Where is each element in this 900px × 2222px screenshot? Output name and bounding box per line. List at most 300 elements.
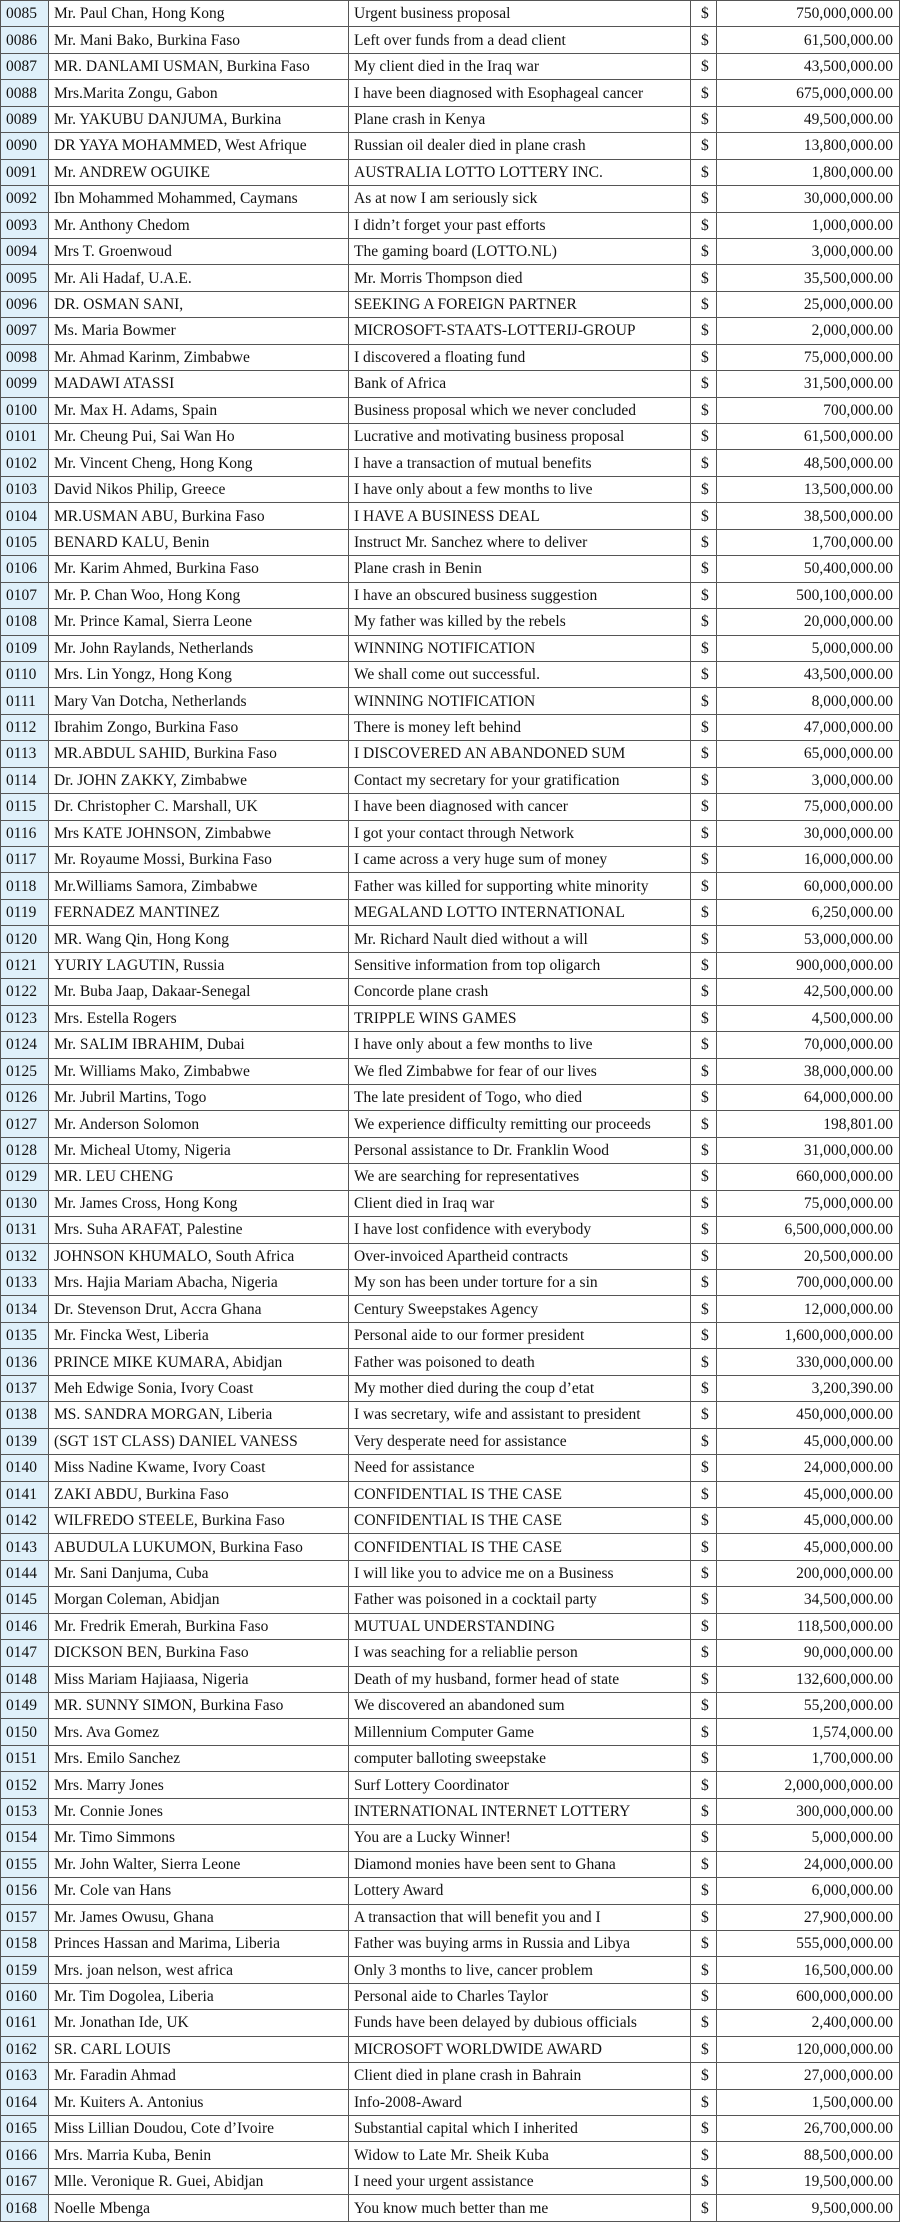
amount-cell: 700,000.00: [717, 397, 900, 423]
table-row: [1, 503, 900, 529]
amount-cell: 16,000,000.00: [717, 847, 900, 873]
row-id-cell: 0098: [1, 344, 49, 370]
amount-cell: 24,000,000.00: [717, 1851, 900, 1877]
amount-cell: 1,600,000,000.00: [717, 1322, 900, 1348]
amount-cell: 1,574,000.00: [717, 1719, 900, 1745]
currency-cell: $: [691, 1084, 717, 1110]
sender-name-cell: Mr. Max H. Adams, Spain: [49, 397, 349, 423]
currency-cell: $: [691, 476, 717, 502]
table-row: [1, 952, 900, 978]
table-row: [1, 1534, 900, 1560]
currency-cell: $: [691, 2116, 717, 2142]
row-id-cell: 0116: [1, 820, 49, 846]
currency-cell: $: [691, 582, 717, 608]
sender-name-cell: David Nikos Philip, Greece: [49, 476, 349, 502]
subject-cell: Urgent business proposal: [349, 1, 691, 27]
amount-cell: 61,500,000.00: [717, 27, 900, 53]
currency-cell: $: [691, 1798, 717, 1824]
row-id-cell: 0131: [1, 1217, 49, 1243]
sender-name-cell: MR.ABDUL SAHID, Burkina Faso: [49, 741, 349, 767]
currency-cell: $: [691, 212, 717, 238]
table-row: [1, 1111, 900, 1137]
currency-cell: $: [691, 741, 717, 767]
sender-name-cell: Mr. Tim Dogolea, Liberia: [49, 1983, 349, 2009]
subject-cell: I HAVE A BUSINESS DEAL: [349, 503, 691, 529]
sender-name-cell: Mr. Timo Simmons: [49, 1825, 349, 1851]
sender-name-cell: Mr. Williams Mako, Zimbabwe: [49, 1058, 349, 1084]
amount-cell: 31,500,000.00: [717, 371, 900, 397]
row-id-cell: 0144: [1, 1560, 49, 1586]
currency-cell: $: [691, 2142, 717, 2168]
subject-cell: You know much better than me: [349, 2195, 691, 2221]
sender-name-cell: Mr. James Owusu, Ghana: [49, 1904, 349, 1930]
sender-name-cell: Mr. P. Chan Woo, Hong Kong: [49, 582, 349, 608]
table-row: [1, 1957, 900, 1983]
amount-cell: 30,000,000.00: [717, 186, 900, 212]
table-row: [1, 1137, 900, 1163]
sender-name-cell: FERNADEZ MANTINEZ: [49, 899, 349, 925]
table-row: [1, 1084, 900, 1110]
subject-cell: Concorde plane crash: [349, 979, 691, 1005]
amount-cell: 45,000,000.00: [717, 1428, 900, 1454]
amount-cell: 43,500,000.00: [717, 661, 900, 687]
sender-name-cell: Dr. Stevenson Drut, Accra Ghana: [49, 1296, 349, 1322]
row-id-cell: 0164: [1, 2089, 49, 2115]
amount-cell: 6,000,000.00: [717, 1878, 900, 1904]
subject-cell: I DISCOVERED AN ABANDONED SUM: [349, 741, 691, 767]
table-row: [1, 1270, 900, 1296]
row-id-cell: 0126: [1, 1084, 49, 1110]
subject-cell: CONFIDENTIAL IS THE CASE: [349, 1481, 691, 1507]
table-row: [1, 2089, 900, 2115]
row-id-cell: 0103: [1, 476, 49, 502]
sender-name-cell: Mr. John Walter, Sierra Leone: [49, 1851, 349, 1877]
table-row: [1, 212, 900, 238]
table-row: [1, 1032, 900, 1058]
sender-name-cell: DR YAYA MOHAMMED, West Afrique: [49, 133, 349, 159]
sender-name-cell: Mrs. Lin Yongz, Hong Kong: [49, 661, 349, 687]
currency-cell: $: [691, 1772, 717, 1798]
currency-cell: $: [691, 1825, 717, 1851]
amount-cell: 6,500,000,000.00: [717, 1217, 900, 1243]
table-row: [1, 238, 900, 264]
row-id-cell: 0163: [1, 2063, 49, 2089]
currency-cell: $: [691, 847, 717, 873]
sender-name-cell: Mrs.Marita Zongu, Gabon: [49, 80, 349, 106]
table-row: [1, 159, 900, 185]
sender-name-cell: ABUDULA LUKUMON, Burkina Faso: [49, 1534, 349, 1560]
amount-cell: 27,900,000.00: [717, 1904, 900, 1930]
amount-cell: 48,500,000.00: [717, 450, 900, 476]
currency-cell: $: [691, 635, 717, 661]
subject-cell: Father was killed for supporting white minority: [349, 873, 691, 899]
row-id-cell: 0096: [1, 291, 49, 317]
currency-cell: $: [691, 1032, 717, 1058]
subject-cell: CONFIDENTIAL IS THE CASE: [349, 1507, 691, 1533]
row-id-cell: 0092: [1, 186, 49, 212]
row-id-cell: 0112: [1, 714, 49, 740]
table-row: [1, 794, 900, 820]
subject-cell: As at now I am seriously sick: [349, 186, 691, 212]
table-row: [1, 476, 900, 502]
amount-cell: 12,000,000.00: [717, 1296, 900, 1322]
amount-cell: 64,000,000.00: [717, 1084, 900, 1110]
currency-cell: $: [691, 1666, 717, 1692]
amount-cell: 75,000,000.00: [717, 794, 900, 820]
row-id-cell: 0106: [1, 556, 49, 582]
amount-cell: 49,500,000.00: [717, 106, 900, 132]
row-id-cell: 0129: [1, 1164, 49, 1190]
subject-cell: SEEKING A FOREIGN PARTNER: [349, 291, 691, 317]
subject-cell: I was secretary, wife and assistant to president: [349, 1402, 691, 1428]
row-id-cell: 0101: [1, 424, 49, 450]
amount-cell: 1,700,000.00: [717, 529, 900, 555]
row-id-cell: 0128: [1, 1137, 49, 1163]
subject-cell: MICROSOFT-STAATS-LOTTERIJ-GROUP: [349, 318, 691, 344]
amount-cell: 53,000,000.00: [717, 926, 900, 952]
amount-cell: 31,000,000.00: [717, 1137, 900, 1163]
row-id-cell: 0117: [1, 847, 49, 873]
amount-cell: 198,801.00: [717, 1111, 900, 1137]
currency-cell: $: [691, 1349, 717, 1375]
row-id-cell: 0104: [1, 503, 49, 529]
subject-cell: MUTUAL UNDERSTANDING: [349, 1613, 691, 1639]
row-id-cell: 0145: [1, 1587, 49, 1613]
subject-cell: WINNING NOTIFICATION: [349, 635, 691, 661]
sender-name-cell: Mr. Anderson Solomon: [49, 1111, 349, 1137]
amount-cell: 35,500,000.00: [717, 265, 900, 291]
subject-cell: I got your contact through Network: [349, 820, 691, 846]
subject-cell: I have only about a few months to live: [349, 476, 691, 502]
currency-cell: $: [691, 80, 717, 106]
sender-name-cell: Mr. Prince Kamal, Sierra Leone: [49, 609, 349, 635]
table-row: [1, 1851, 900, 1877]
subject-cell: I was seaching for a reliablie person: [349, 1640, 691, 1666]
table-row: [1, 847, 900, 873]
sender-name-cell: Mr. Faradin Ahmad: [49, 2063, 349, 2089]
table-row: [1, 1, 900, 27]
amount-cell: 132,600,000.00: [717, 1666, 900, 1692]
sender-name-cell: JOHNSON KHUMALO, South Africa: [49, 1243, 349, 1269]
amount-cell: 330,000,000.00: [717, 1349, 900, 1375]
amount-cell: 30,000,000.00: [717, 820, 900, 846]
currency-cell: $: [691, 503, 717, 529]
currency-cell: $: [691, 450, 717, 476]
row-id-cell: 0094: [1, 238, 49, 264]
subject-cell: Millennium Computer Game: [349, 1719, 691, 1745]
subject-cell: We are searching for representatives: [349, 1164, 691, 1190]
currency-cell: $: [691, 1243, 717, 1269]
currency-cell: $: [691, 106, 717, 132]
currency-cell: $: [691, 397, 717, 423]
sender-name-cell: Mrs. Emilo Sanchez: [49, 1745, 349, 1771]
table-row: [1, 371, 900, 397]
subject-cell: We shall come out successful.: [349, 661, 691, 687]
table-row: [1, 741, 900, 767]
sender-name-cell: MR. DANLAMI USMAN, Burkina Faso: [49, 53, 349, 79]
currency-cell: $: [691, 1930, 717, 1956]
sender-name-cell: Mr. Ali Hadaf, U.A.E.: [49, 265, 349, 291]
sender-name-cell: MR. SUNNY SIMON, Burkina Faso: [49, 1693, 349, 1719]
sender-name-cell: Mr. Cole van Hans: [49, 1878, 349, 1904]
table-row: [1, 1164, 900, 1190]
table-row: [1, 1693, 900, 1719]
currency-cell: $: [691, 556, 717, 582]
currency-cell: $: [691, 1534, 717, 1560]
table-row: [1, 2168, 900, 2194]
sender-name-cell: Mrs. Marria Kuba, Benin: [49, 2142, 349, 2168]
row-id-cell: 0099: [1, 371, 49, 397]
amount-cell: 20,000,000.00: [717, 609, 900, 635]
currency-cell: $: [691, 1851, 717, 1877]
amount-cell: 45,000,000.00: [717, 1534, 900, 1560]
row-id-cell: 0125: [1, 1058, 49, 1084]
currency-cell: $: [691, 1137, 717, 1163]
currency-cell: $: [691, 1640, 717, 1666]
sender-name-cell: Mr. James Cross, Hong Kong: [49, 1190, 349, 1216]
table-row: [1, 1878, 900, 1904]
subject-cell: Client died in Iraq war: [349, 1190, 691, 1216]
currency-cell: $: [691, 688, 717, 714]
table-row: [1, 1481, 900, 1507]
table-row: [1, 265, 900, 291]
amount-cell: 3,000,000.00: [717, 767, 900, 793]
currency-cell: $: [691, 53, 717, 79]
currency-cell: $: [691, 1058, 717, 1084]
currency-cell: $: [691, 1587, 717, 1613]
subject-cell: The late president of Togo, who died: [349, 1084, 691, 1110]
sender-name-cell: Mr. Cheung Pui, Sai Wan Ho: [49, 424, 349, 450]
sender-name-cell: Mr. Paul Chan, Hong Kong: [49, 1, 349, 27]
row-id-cell: 0113: [1, 741, 49, 767]
sender-name-cell: DR. OSMAN SANI,: [49, 291, 349, 317]
subject-cell: Plane crash in Kenya: [349, 106, 691, 132]
sender-name-cell: MS. SANDRA MORGAN, Liberia: [49, 1402, 349, 1428]
currency-cell: $: [691, 1111, 717, 1137]
table-row: [1, 899, 900, 925]
amount-cell: 555,000,000.00: [717, 1930, 900, 1956]
amount-cell: 2,000,000.00: [717, 318, 900, 344]
currency-cell: $: [691, 344, 717, 370]
sender-name-cell: Mr. Buba Jaap, Dakaar-Senegal: [49, 979, 349, 1005]
amount-cell: 19,500,000.00: [717, 2168, 900, 2194]
row-id-cell: 0156: [1, 1878, 49, 1904]
table-row: [1, 2063, 900, 2089]
table-row: [1, 926, 900, 952]
subject-cell: AUSTRALIA LOTTO LOTTERY INC.: [349, 159, 691, 185]
sender-name-cell: MADAWI ATASSI: [49, 371, 349, 397]
sender-name-cell: Noelle Mbenga: [49, 2195, 349, 2221]
subject-cell: Only 3 months to live, cancer problem: [349, 1957, 691, 1983]
table-row: [1, 1613, 900, 1639]
subject-cell: Contact my secretary for your gratification: [349, 767, 691, 793]
sender-name-cell: Mr. Micheal Utomy, Nigeria: [49, 1137, 349, 1163]
amount-cell: 4,500,000.00: [717, 1005, 900, 1031]
currency-cell: $: [691, 873, 717, 899]
currency-cell: $: [691, 1560, 717, 1586]
subject-cell: Russian oil dealer died in plane crash: [349, 133, 691, 159]
sender-name-cell: Morgan Coleman, Abidjan: [49, 1587, 349, 1613]
amount-cell: 13,500,000.00: [717, 476, 900, 502]
table-row: [1, 1983, 900, 2009]
table-row: [1, 1455, 900, 1481]
table-body: [1, 1, 900, 2222]
subject-cell: We experience difficulty remitting our proceeds: [349, 1111, 691, 1137]
currency-cell: $: [691, 714, 717, 740]
sender-name-cell: BENARD KALU, Benin: [49, 529, 349, 555]
row-id-cell: 0122: [1, 979, 49, 1005]
amount-cell: 20,500,000.00: [717, 1243, 900, 1269]
amount-cell: 90,000,000.00: [717, 1640, 900, 1666]
table-row: [1, 27, 900, 53]
table-row: [1, 133, 900, 159]
currency-cell: $: [691, 318, 717, 344]
sender-name-cell: Mrs KATE JOHNSON, Zimbabwe: [49, 820, 349, 846]
currency-cell: $: [691, 27, 717, 53]
currency-cell: $: [691, 1693, 717, 1719]
table-row: [1, 53, 900, 79]
row-id-cell: 0141: [1, 1481, 49, 1507]
amount-cell: 47,000,000.00: [717, 714, 900, 740]
row-id-cell: 0153: [1, 1798, 49, 1824]
table-row: [1, 1005, 900, 1031]
amount-cell: 6,250,000.00: [717, 899, 900, 925]
sender-name-cell: Princes Hassan and Marima, Liberia: [49, 1930, 349, 1956]
row-id-cell: 0161: [1, 2010, 49, 2036]
row-id-cell: 0123: [1, 1005, 49, 1031]
amount-cell: 2,000,000,000.00: [717, 1772, 900, 1798]
amount-cell: 450,000,000.00: [717, 1402, 900, 1428]
amount-cell: 1,500,000.00: [717, 2089, 900, 2115]
table-row: [1, 1666, 900, 1692]
subject-cell: Diamond monies have been sent to Ghana: [349, 1851, 691, 1877]
currency-cell: $: [691, 424, 717, 450]
row-id-cell: 0119: [1, 899, 49, 925]
amount-cell: 675,000,000.00: [717, 80, 900, 106]
row-id-cell: 0146: [1, 1613, 49, 1639]
subject-cell: Mr. Morris Thompson died: [349, 265, 691, 291]
table-row: [1, 2142, 900, 2168]
sender-name-cell: ZAKI ABDU, Burkina Faso: [49, 1481, 349, 1507]
currency-cell: $: [691, 1164, 717, 1190]
row-id-cell: 0133: [1, 1270, 49, 1296]
sender-name-cell: YURIY LAGUTIN, Russia: [49, 952, 349, 978]
row-id-cell: 0118: [1, 873, 49, 899]
sender-name-cell: Mr. Jonathan Ide, UK: [49, 2010, 349, 2036]
row-id-cell: 0155: [1, 1851, 49, 1877]
sender-name-cell: Mr. Royaume Mossi, Burkina Faso: [49, 847, 349, 873]
sender-name-cell: Mr.Williams Samora, Zimbabwe: [49, 873, 349, 899]
table-row: [1, 1322, 900, 1348]
currency-cell: $: [691, 1217, 717, 1243]
sender-name-cell: Mr. Connie Jones: [49, 1798, 349, 1824]
amount-cell: 300,000,000.00: [717, 1798, 900, 1824]
currency-cell: $: [691, 1507, 717, 1533]
table-row: [1, 291, 900, 317]
currency-cell: $: [691, 133, 717, 159]
row-id-cell: 0088: [1, 80, 49, 106]
row-id-cell: 0097: [1, 318, 49, 344]
table-row: [1, 1507, 900, 1533]
currency-cell: $: [691, 1878, 717, 1904]
sender-name-cell: Miss Nadine Kwame, Ivory Coast: [49, 1455, 349, 1481]
amount-cell: 25,000,000.00: [717, 291, 900, 317]
currency-cell: $: [691, 1402, 717, 1428]
table-row: [1, 688, 900, 714]
amount-cell: 700,000,000.00: [717, 1270, 900, 1296]
amount-cell: 65,000,000.00: [717, 741, 900, 767]
row-id-cell: 0139: [1, 1428, 49, 1454]
subject-cell: Father was poisoned in a cocktail party: [349, 1587, 691, 1613]
subject-cell: I have only about a few months to live: [349, 1032, 691, 1058]
amount-cell: 38,500,000.00: [717, 503, 900, 529]
amount-cell: 60,000,000.00: [717, 873, 900, 899]
sender-name-cell: Mrs. Suha ARAFAT, Palestine: [49, 1217, 349, 1243]
row-id-cell: 0130: [1, 1190, 49, 1216]
table-row: [1, 1296, 900, 1322]
row-id-cell: 0086: [1, 27, 49, 53]
table-row: [1, 714, 900, 740]
row-id-cell: 0160: [1, 1983, 49, 2009]
sender-name-cell: Mr. ANDREW OGUIKE: [49, 159, 349, 185]
amount-cell: 750,000,000.00: [717, 1, 900, 27]
subject-cell: I will like you to advice me on a Business: [349, 1560, 691, 1586]
currency-cell: $: [691, 1983, 717, 2009]
table-row: [1, 1772, 900, 1798]
currency-cell: $: [691, 926, 717, 952]
subject-cell: Info-2008-Award: [349, 2089, 691, 2115]
row-id-cell: 0136: [1, 1349, 49, 1375]
sender-name-cell: Mrs. joan nelson, west africa: [49, 1957, 349, 1983]
amount-cell: 5,000,000.00: [717, 1825, 900, 1851]
row-id-cell: 0087: [1, 53, 49, 79]
currency-cell: $: [691, 2036, 717, 2062]
currency-cell: $: [691, 609, 717, 635]
currency-cell: $: [691, 794, 717, 820]
subject-cell: I have an obscured business suggestion: [349, 582, 691, 608]
row-id-cell: 0142: [1, 1507, 49, 1533]
row-id-cell: 0166: [1, 2142, 49, 2168]
currency-cell: $: [691, 1005, 717, 1031]
subject-cell: We fled Zimbabwe for fear of our lives: [349, 1058, 691, 1084]
table-row: [1, 2036, 900, 2062]
table-row: [1, 582, 900, 608]
table-row: [1, 2195, 900, 2221]
amount-cell: 3,200,390.00: [717, 1375, 900, 1401]
sender-name-cell: Mrs. Marry Jones: [49, 1772, 349, 1798]
currency-cell: $: [691, 159, 717, 185]
row-id-cell: 0095: [1, 265, 49, 291]
subject-cell: Over-invoiced Apartheid contracts: [349, 1243, 691, 1269]
table-row: [1, 556, 900, 582]
table-row: [1, 609, 900, 635]
currency-cell: $: [691, 767, 717, 793]
sender-name-cell: Mr. Mani Bako, Burkina Faso: [49, 27, 349, 53]
table-row: [1, 1745, 900, 1771]
subject-cell: Left over funds from a dead client: [349, 27, 691, 53]
currency-cell: $: [691, 1957, 717, 1983]
amount-cell: 8,000,000.00: [717, 688, 900, 714]
currency-cell: $: [691, 1428, 717, 1454]
table-row: [1, 1825, 900, 1851]
currency-cell: $: [691, 1613, 717, 1639]
subject-cell: You are a Lucky Winner!: [349, 1825, 691, 1851]
subject-cell: WINNING NOTIFICATION: [349, 688, 691, 714]
row-id-cell: 0167: [1, 2168, 49, 2194]
subject-cell: I came across a very huge sum of money: [349, 847, 691, 873]
subject-cell: Client died in plane crash in Bahrain: [349, 2063, 691, 2089]
table-row: [1, 820, 900, 846]
